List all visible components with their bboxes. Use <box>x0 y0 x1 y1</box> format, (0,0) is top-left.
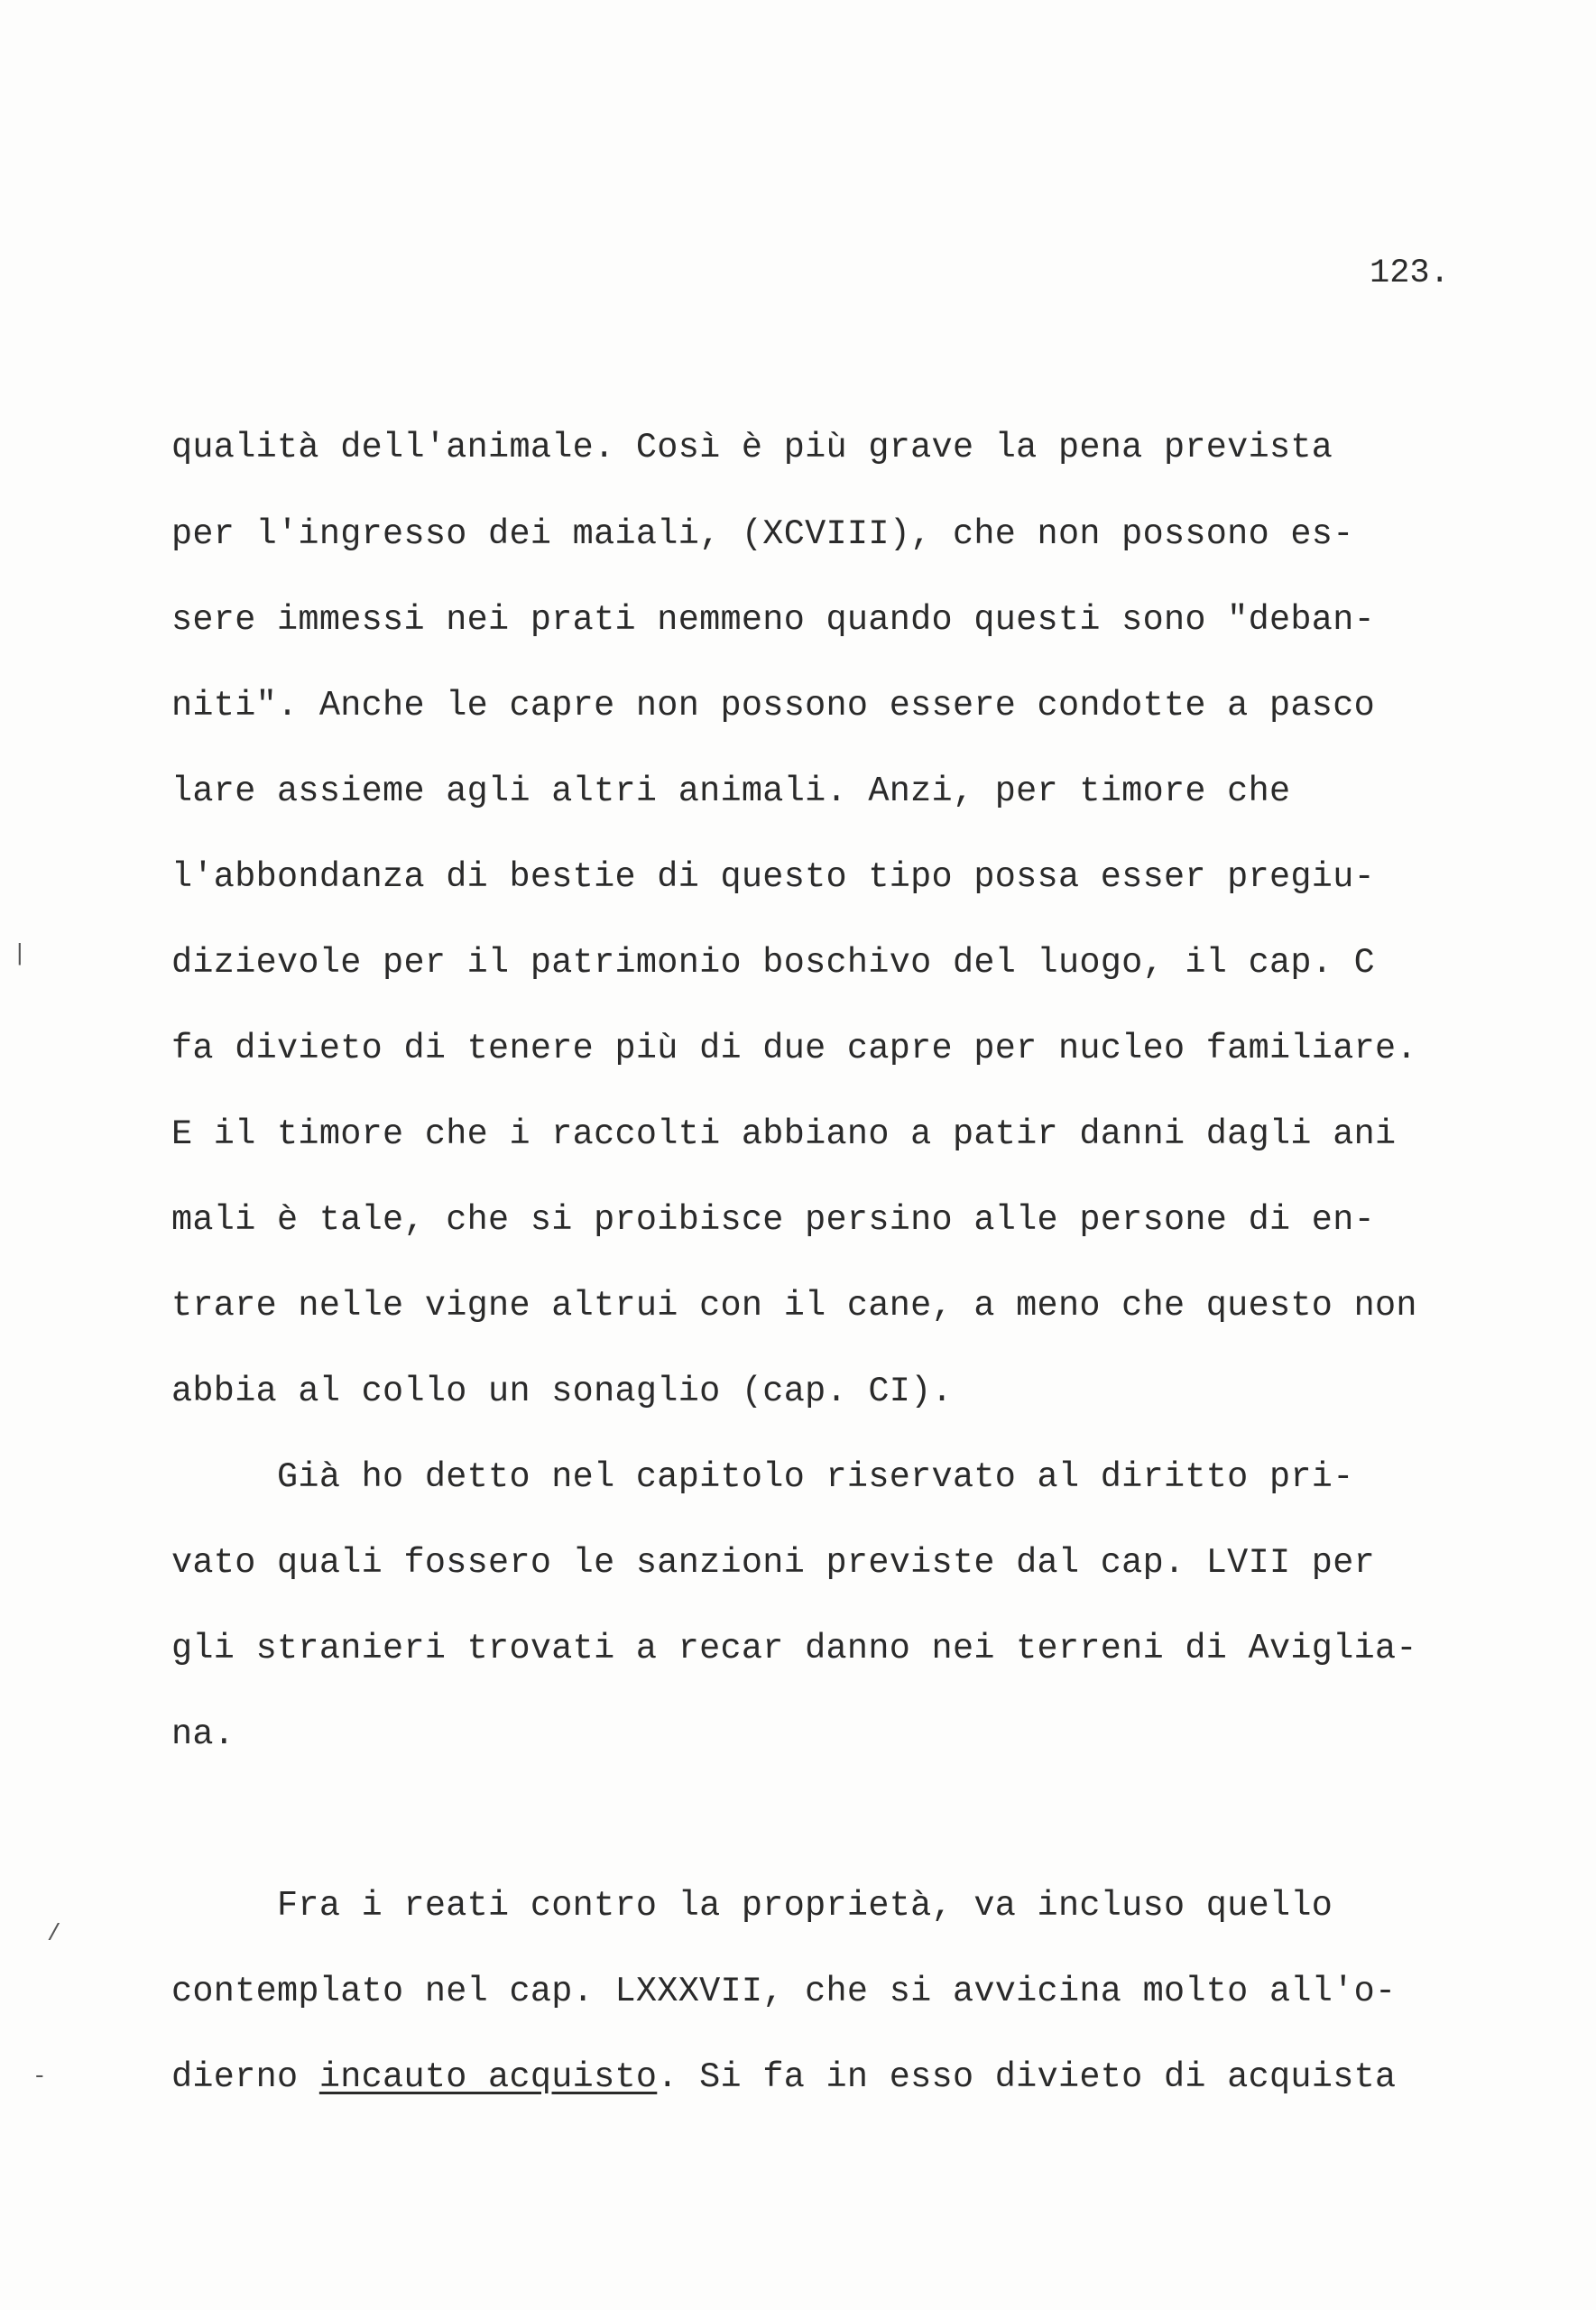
text-line: qualità dell'animale. Così è più grave la pena prevista <box>171 428 1333 467</box>
text-line: trare nelle vigne altrui con il cane, a meno che questo non <box>171 1286 1417 1326</box>
text-line: abbia al collo un sonaglio (cap. CI). <box>171 1372 953 1411</box>
text-line: Fra i reati contro la proprietà, va incluso quello <box>171 1886 1333 1926</box>
text-line: gli stranieri trovati a recar danno nei terreni di Aviglia- <box>171 1629 1417 1668</box>
text-fragment: dierno <box>171 2057 319 2097</box>
text-line: per l'ingresso dei maiali, (XCVIII), che non possono es- <box>171 514 1354 554</box>
text-line: mali è tale, che si proibisce persino alle persone di en- <box>171 1200 1376 1240</box>
text-fragment: . Si fa in esso divieto di acquista <box>657 2057 1397 2097</box>
text-line: na. <box>171 1714 235 1754</box>
underlined-term: incauto acquisto <box>318 2057 658 2097</box>
text-line <box>171 2057 1397 2097</box>
page-number: 123. <box>1370 254 1450 292</box>
text-line: vato quali fossero le sanzioni previste dal cap. LVII per <box>171 1543 1376 1583</box>
text-line: dizievole per il patrimonio boschivo del luogo, il cap. C <box>171 943 1376 983</box>
text-line: Già ho detto nel capitolo riservato al diritto pri- <box>171 1457 1354 1497</box>
text-line: contemplato nel cap. LXXXVII, che si avvicina molto all'o- <box>171 1972 1397 2011</box>
text-line: l'abbondanza di bestie di questo tipo possa esser pregiu- <box>171 857 1376 897</box>
text-line: fa divieto di tenere più di due capre per nucleo familiare. <box>171 1029 1417 1068</box>
margin-mark: | <box>13 940 27 967</box>
text-line: sere immessi nei prati nemmeno quando questi sono "deban- <box>171 600 1376 640</box>
margin-mark: - <box>32 2063 47 2090</box>
text-line: niti". Anche le capre non possono essere condotte a pasco <box>171 686 1376 725</box>
text-line: lare assieme agli altri animali. Anzi, per timore che <box>171 772 1291 811</box>
margin-mark: / <box>47 1920 61 1947</box>
text-line: E il timore che i raccolti abbiano a patir danni dagli ani <box>171 1114 1397 1154</box>
